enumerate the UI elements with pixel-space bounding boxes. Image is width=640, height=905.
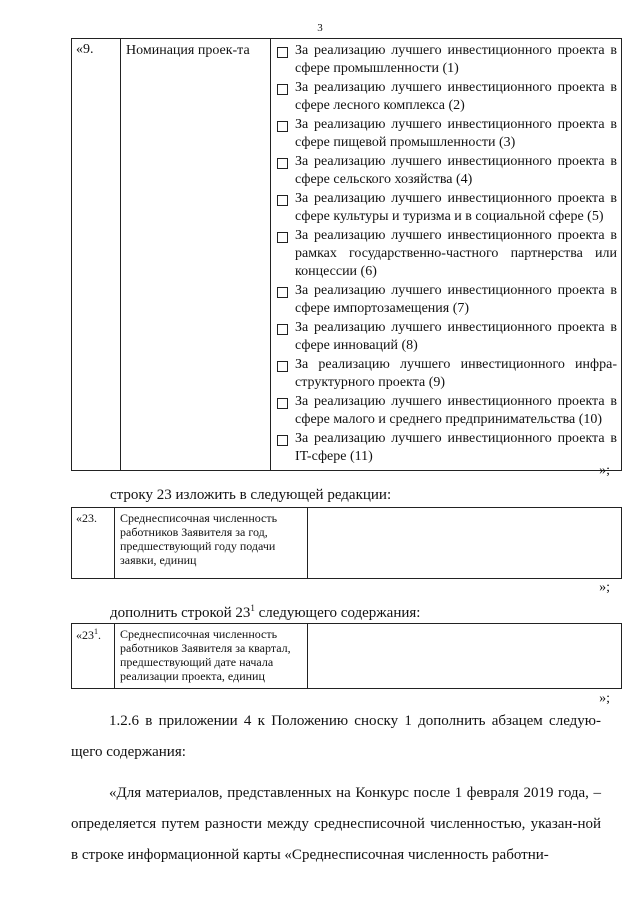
instruction-line: дополнить строкой $23^1$ следующего содержания:	[110, 603, 421, 621]
nomination-table	[71, 38, 622, 471]
checkbox-option[interactable]: За реализацию лучшего инвестиционного проекта в сфере пищевой промышленности (3)	[277, 116, 617, 152]
instruction-line: строку 23 изложить в следующей редакции:	[110, 487, 392, 503]
checkbox-option[interactable]: За реализацию лучшего инвестиционного инфра-структурного проекта (9)	[277, 356, 617, 392]
closing-quote: »;	[599, 580, 610, 595]
checkbox-icon[interactable]	[277, 158, 288, 169]
checkbox-option[interactable]: За реализацию лучшего инвестиционного проекта в IT-сфере (11)	[277, 430, 617, 466]
checkbox-option[interactable]: За реализацию лучшего инвестиционного проекта в сфере импортозамещения (7)	[277, 282, 617, 318]
value-cell[interactable]	[308, 624, 622, 689]
options-cell	[271, 39, 622, 471]
checkbox-icon[interactable]	[277, 195, 288, 206]
row-label: Среднесписочная численность работников Заявителя за год, предшествующий году подачи заявки, единиц	[115, 508, 308, 579]
table-row	[72, 39, 622, 471]
row-23-1-table	[71, 623, 622, 689]
table-row	[72, 508, 622, 579]
checkbox-option[interactable]: За реализацию лучшего инвестиционного проекта в сфере лесного комплекса (2)	[277, 79, 617, 115]
checkbox-icon[interactable]	[277, 435, 288, 446]
checkbox-icon[interactable]	[277, 121, 288, 132]
checkbox-icon[interactable]	[277, 84, 288, 95]
checkbox-option[interactable]: За реализацию лучшего инвестиционного проекта в сфере малого и среднего предпринимательства (10)	[277, 393, 617, 429]
checkbox-option[interactable]: За реализацию лучшего инвестиционного проекта в рамках государственно-частного партнерства или концессии (6)	[277, 227, 617, 281]
checkbox-icon[interactable]	[277, 398, 288, 409]
row-number: «23.	[72, 508, 115, 579]
checkbox-icon[interactable]	[277, 324, 288, 335]
paragraph-quote: «Для материалов, представленных на Конкурс после 1 февраля 2019 года, – определяется путем разности между среднесписочной численностью, указан-ной в строке информационной карты «Среднесписочная численность работни-	[71, 785, 601, 863]
paragraph-amendment: 1.2.6 в приложении 4 к Положению сноску 1 дополнить абзацем следую-щего содержания:	[71, 713, 601, 760]
checkbox-icon[interactable]	[277, 287, 288, 298]
closing-quote: »;	[599, 691, 610, 706]
checkbox-option[interactable]: За реализацию лучшего инвестиционного проекта в сфере культуры и туризма и в социальной сфере (5)	[277, 190, 617, 226]
checkbox-option[interactable]: За реализацию лучшего инвестиционного проекта в сфере промышленности (1)	[277, 42, 617, 78]
checkbox-icon[interactable]	[277, 47, 288, 58]
row-number: «$23^1$.	[72, 624, 115, 689]
row-label: Среднесписочная численность работников Заявителя за квартал, предшествующий дате начала реализации проекта, единиц	[115, 624, 308, 689]
value-cell[interactable]	[308, 508, 622, 579]
checkbox-option[interactable]: За реализацию лучшего инвестиционного проекта в сфере инноваций (8)	[277, 319, 617, 355]
checkbox-option[interactable]: За реализацию лучшего инвестиционного проекта в сфере сельского хозяйства (4)	[277, 153, 617, 189]
row-label: Номинация проек-та	[121, 39, 271, 471]
closing-quote: »;	[599, 463, 610, 478]
checkbox-icon[interactable]	[277, 361, 288, 372]
page-number: 3	[317, 22, 323, 34]
row-number: «9.	[72, 39, 121, 471]
table-row	[72, 624, 622, 689]
row-23-table	[71, 507, 622, 579]
checkbox-icon[interactable]	[277, 232, 288, 243]
